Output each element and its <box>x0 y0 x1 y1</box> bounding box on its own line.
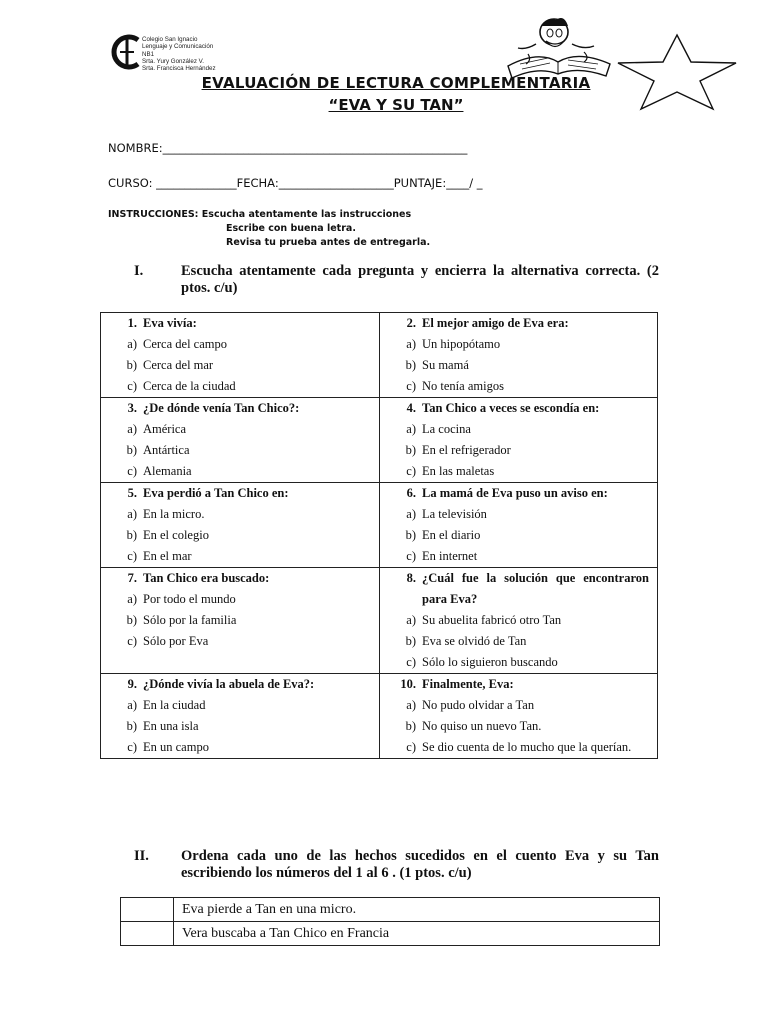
question-text <box>390 398 649 419</box>
option-letter: c) <box>406 740 416 754</box>
question-cell <box>101 398 379 482</box>
option-letter: c) <box>406 464 416 478</box>
option-text: No tenía amigos <box>422 379 504 393</box>
page-subtitle: “EVA Y SU TAN” <box>328 96 464 114</box>
option-text: Su abuelita fabricó otro Tan <box>422 613 562 627</box>
question-text <box>111 674 371 695</box>
option-text: Su mamá <box>422 358 469 372</box>
answer-option[interactable] <box>390 461 649 482</box>
option-letter: b) <box>126 613 137 627</box>
option-letter: c) <box>406 549 416 563</box>
question-row <box>101 567 657 673</box>
instruction-line: Escribe con buena letra. <box>226 223 356 234</box>
school-logo <box>108 32 146 72</box>
question-prompt: Eva vivía: <box>143 316 197 330</box>
school-info <box>142 36 216 72</box>
question-number: 1. <box>127 316 137 330</box>
school-line: Lenguaje y Comunicación <box>142 43 214 51</box>
option-text: En una isla <box>143 719 199 733</box>
question-prompt: La mamá de Eva puso un aviso en: <box>422 486 608 500</box>
ordering-event: Vera buscaba a Tan Chico en Francia <box>174 922 660 946</box>
school-line: Colegio San Ignacio <box>142 36 198 43</box>
question-number: 5. <box>127 486 137 500</box>
answer-option[interactable] <box>390 440 649 461</box>
school-line: NB1 <box>142 50 155 58</box>
instruction-line: Revisa tu prueba antes de entregarla. <box>226 237 431 248</box>
question-cell <box>379 568 657 673</box>
instructions-label: INSTRUCCIONES: <box>108 209 199 220</box>
answer-option[interactable] <box>111 440 371 461</box>
option-letter: b) <box>126 358 137 372</box>
question-row <box>101 673 657 758</box>
option-text: América <box>143 422 187 436</box>
option-text: Sólo lo siguieron buscando <box>422 655 558 669</box>
section-2-heading: Ordena cada uno de las hechos sucedidos en el cuento Eva y su Tan escribiendo los números del 1 al 6 . (1 ptos. c/u) <box>181 848 659 881</box>
question-number: 2. <box>406 316 416 330</box>
question-text <box>111 398 371 419</box>
question-row <box>101 397 657 482</box>
option-text: Sólo por Eva <box>143 634 209 648</box>
question-prompt: ¿De dónde venía Tan Chico?: <box>143 401 300 415</box>
option-letter: a) <box>406 337 416 351</box>
question-row <box>101 482 657 567</box>
option-text: Sólo por la familia <box>143 613 237 627</box>
question-text <box>390 568 649 610</box>
option-text: Un hipopótamo <box>422 337 501 351</box>
option-letter: a) <box>127 698 137 712</box>
option-text: En el colegio <box>143 528 209 542</box>
answer-option[interactable] <box>390 631 649 652</box>
school-line: Srta. Yury González V. <box>142 57 204 65</box>
option-text: Cerca del mar <box>143 358 214 372</box>
question-number: 3. <box>127 401 137 415</box>
option-letter: b) <box>126 528 137 542</box>
answer-option[interactable] <box>111 716 371 737</box>
question-prompt: Tan Chico era buscado: <box>143 571 270 585</box>
option-letter: c) <box>127 379 137 393</box>
answer-option[interactable] <box>111 461 371 482</box>
option-text: En la ciudad <box>143 698 206 712</box>
option-text: No pudo olvidar a Tan <box>422 698 535 712</box>
question-text <box>111 568 371 589</box>
answer-option[interactable] <box>390 695 649 716</box>
question-cell <box>379 674 657 758</box>
school-line: Srta. Francisca Hernández <box>142 65 216 73</box>
answer-option[interactable] <box>390 610 649 631</box>
answer-option[interactable] <box>111 504 371 525</box>
answer-option[interactable] <box>390 652 649 673</box>
option-letter: c) <box>127 464 137 478</box>
answer-option[interactable] <box>390 504 649 525</box>
ordering-row <box>121 898 660 922</box>
questions-grid <box>100 312 658 759</box>
question-number: 10. <box>400 677 416 691</box>
section-1-heading: Escucha atentamente cada pregunta y encierra la alternativa correcta. (2 ptos. c/u) <box>181 263 659 296</box>
option-text: En internet <box>422 549 478 563</box>
option-letter: a) <box>127 507 137 521</box>
option-letter: b) <box>405 634 416 648</box>
option-letter: a) <box>406 613 416 627</box>
option-letter: b) <box>405 443 416 457</box>
option-letter: a) <box>406 507 416 521</box>
ordering-table <box>120 897 660 946</box>
question-cell <box>101 674 379 758</box>
answer-option[interactable] <box>111 631 371 652</box>
question-text <box>390 483 649 504</box>
order-number-cell[interactable] <box>121 898 174 922</box>
option-text: Eva se olvidó de Tan <box>422 634 527 648</box>
question-row <box>101 313 657 397</box>
answer-option[interactable] <box>390 355 649 376</box>
option-letter: b) <box>126 719 137 733</box>
question-prompt: Tan Chico a veces se escondía en: <box>422 401 600 415</box>
question-prompt: El mejor amigo de Eva era: <box>422 316 569 330</box>
option-text: Antártica <box>143 443 190 457</box>
question-number: 6. <box>406 486 416 500</box>
option-letter: b) <box>405 719 416 733</box>
option-text: Se dio cuenta de lo mucho que la querían. <box>422 740 632 754</box>
answer-option[interactable] <box>111 695 371 716</box>
option-text: Cerca del campo <box>143 337 227 351</box>
question-text <box>390 313 649 334</box>
ordering-event: Eva pierde a Tan en una micro. <box>174 898 660 922</box>
option-text: En el refrigerador <box>422 443 511 457</box>
answer-option[interactable] <box>390 546 649 567</box>
question-number: 8. <box>406 571 416 585</box>
option-text: En la micro. <box>143 507 205 521</box>
answer-option[interactable] <box>390 737 649 758</box>
option-text: La cocina <box>422 422 471 436</box>
option-text: Cerca de la ciudad <box>143 379 236 393</box>
question-prompt: ¿Cuál fue la solución que encontraron para Eva? <box>422 571 649 606</box>
option-letter: a) <box>127 422 137 436</box>
instructions <box>108 208 430 250</box>
question-prompt: Finalmente, Eva: <box>422 677 514 691</box>
answer-option[interactable] <box>111 737 371 758</box>
answer-option[interactable] <box>390 334 649 355</box>
option-text: No quiso un nuevo Tan. <box>422 719 542 733</box>
answer-option[interactable] <box>390 419 649 440</box>
answer-option[interactable] <box>111 546 371 567</box>
nombre-field: NOMBRE:_____________________________________________________ <box>108 141 468 155</box>
answer-option[interactable] <box>111 589 371 610</box>
option-letter: a) <box>127 592 137 606</box>
option-text: En el diario <box>422 528 481 542</box>
option-letter: a) <box>127 337 137 351</box>
option-letter: c) <box>406 379 416 393</box>
option-text: Por todo el mundo <box>143 592 236 606</box>
answer-option[interactable] <box>390 376 649 397</box>
order-number-cell[interactable] <box>121 922 174 946</box>
question-text <box>390 674 649 695</box>
answer-option[interactable] <box>111 376 371 397</box>
question-cell <box>101 313 379 397</box>
option-text: En las maletas <box>422 464 495 478</box>
option-letter: c) <box>127 634 137 648</box>
answer-option[interactable] <box>111 419 371 440</box>
answer-option[interactable] <box>111 525 371 546</box>
answer-option[interactable] <box>111 610 371 631</box>
answer-option[interactable] <box>390 716 649 737</box>
option-letter: c) <box>127 549 137 563</box>
question-number: 4. <box>406 401 416 415</box>
question-number: 7. <box>127 571 137 585</box>
answer-option[interactable] <box>390 525 649 546</box>
question-cell <box>379 398 657 482</box>
option-letter: a) <box>406 422 416 436</box>
question-cell <box>101 483 379 567</box>
question-prompt: ¿Dónde vivía la abuela de Eva?: <box>143 677 315 691</box>
ordering-row <box>121 922 660 946</box>
curso-fecha-puntaje-field: CURSO: ______________FECHA:____________________PUNTAJE:____/ _ <box>108 176 483 190</box>
question-text <box>111 483 371 504</box>
question-prompt: Eva perdió a Tan Chico en: <box>143 486 289 500</box>
question-text <box>111 313 371 334</box>
option-text: En un campo <box>143 740 209 754</box>
option-letter: c) <box>127 740 137 754</box>
option-letter: c) <box>406 655 416 669</box>
answer-option[interactable] <box>111 334 371 355</box>
option-letter: b) <box>405 528 416 542</box>
question-cell <box>101 568 379 673</box>
option-text: Alemania <box>143 464 192 478</box>
option-letter: b) <box>405 358 416 372</box>
answer-option[interactable] <box>111 355 371 376</box>
option-text: En el mar <box>143 549 192 563</box>
option-text: La televisión <box>422 507 487 521</box>
question-cell <box>379 313 657 397</box>
instruction-line: Escucha atentamente las instrucciones <box>201 209 412 220</box>
question-cell <box>379 483 657 567</box>
option-letter: a) <box>406 698 416 712</box>
page-title: EVALUACIÓN DE LECTURA COMPLEMENTARIA <box>201 74 591 92</box>
section-2-number: II. <box>134 848 149 864</box>
section-1-number: I. <box>134 263 144 279</box>
question-number: 9. <box>127 677 137 691</box>
option-letter: b) <box>126 443 137 457</box>
